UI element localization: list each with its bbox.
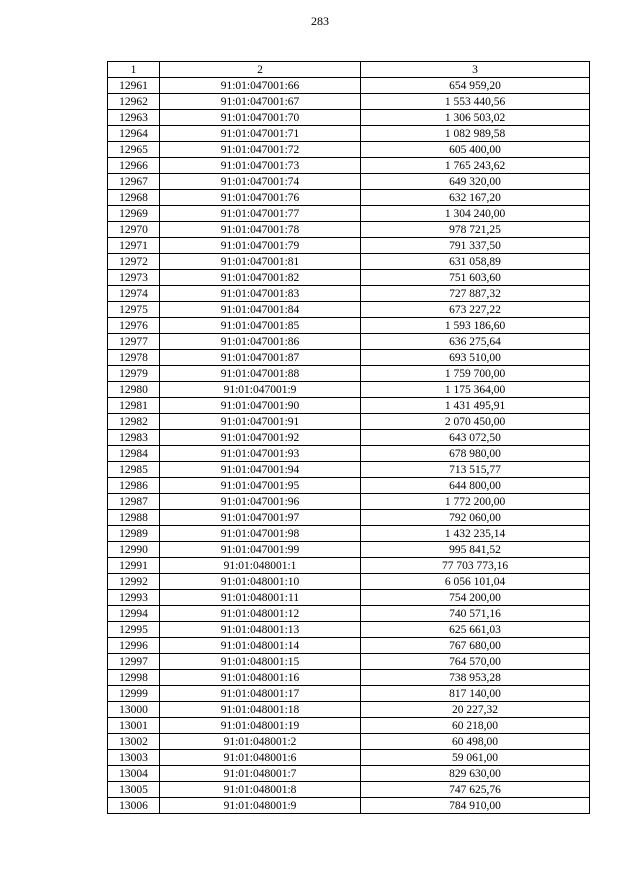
cadastral-value-cell: 1 553 440,56 <box>361 94 590 110</box>
cadastral-value-cell: 829 630,00 <box>361 766 590 782</box>
table-row <box>108 494 590 510</box>
table-row <box>108 702 590 718</box>
cadastral-value-cell: 625 661,03 <box>361 622 590 638</box>
cadastral-value-cell: 60 498,00 <box>361 734 590 750</box>
row-number-cell: 12977 <box>108 334 160 350</box>
table-row <box>108 238 590 254</box>
cadastral-number-cell: 91:01:047001:78 <box>160 222 361 238</box>
table-row <box>108 222 590 238</box>
column-header-1: 1 <box>108 62 160 78</box>
cadastral-number-cell: 91:01:047001:97 <box>160 510 361 526</box>
cadastral-value-cell: 1 304 240,00 <box>361 206 590 222</box>
cadastral-number-cell: 91:01:048001:13 <box>160 622 361 638</box>
row-number-cell: 12992 <box>108 574 160 590</box>
table-row <box>108 526 590 542</box>
cadastral-value-cell: 784 910,00 <box>361 798 590 814</box>
cadastral-number-cell: 91:01:047001:99 <box>160 542 361 558</box>
cadastral-number-cell: 91:01:047001:88 <box>160 366 361 382</box>
row-number-cell: 13005 <box>108 782 160 798</box>
cadastral-value-cell: 649 320,00 <box>361 174 590 190</box>
cadastral-value-cell: 1 765 243,62 <box>361 158 590 174</box>
cadastral-value-cell: 747 625,76 <box>361 782 590 798</box>
row-number-cell: 12973 <box>108 270 160 286</box>
row-number-cell: 12999 <box>108 686 160 702</box>
cadastral-number-cell: 91:01:047001:70 <box>160 110 361 126</box>
cadastral-value-cell: 1 082 989,58 <box>361 126 590 142</box>
row-number-cell: 12974 <box>108 286 160 302</box>
cadastral-number-cell: 91:01:048001:7 <box>160 766 361 782</box>
table-row <box>108 142 590 158</box>
cadastral-value-cell: 727 887,32 <box>361 286 590 302</box>
table-row <box>108 622 590 638</box>
cadastral-number-cell: 91:01:047001:71 <box>160 126 361 142</box>
row-number-cell: 12969 <box>108 206 160 222</box>
row-number-cell: 13000 <box>108 702 160 718</box>
cadastral-value-cell: 817 140,00 <box>361 686 590 702</box>
table-row <box>108 414 590 430</box>
row-number-cell: 12978 <box>108 350 160 366</box>
row-number-cell: 12995 <box>108 622 160 638</box>
table-row <box>108 254 590 270</box>
cadastral-value-cell: 1 175 364,00 <box>361 382 590 398</box>
cadastral-number-cell: 91:01:047001:98 <box>160 526 361 542</box>
table-row <box>108 286 590 302</box>
cadastral-value-cell: 631 058,89 <box>361 254 590 270</box>
table-row <box>108 334 590 350</box>
row-number-cell: 12997 <box>108 654 160 670</box>
table-row <box>108 718 590 734</box>
table-row <box>108 670 590 686</box>
table-row <box>108 350 590 366</box>
row-number-cell: 12972 <box>108 254 160 270</box>
cadastral-number-cell: 91:01:048001:12 <box>160 606 361 622</box>
row-number-cell: 12982 <box>108 414 160 430</box>
row-number-cell: 12990 <box>108 542 160 558</box>
cadastral-value-cell: 605 400,00 <box>361 142 590 158</box>
table-header <box>108 62 590 78</box>
cadastral-number-cell: 91:01:048001:9 <box>160 798 361 814</box>
table-row <box>108 398 590 414</box>
row-number-cell: 12979 <box>108 366 160 382</box>
table-row <box>108 270 590 286</box>
cadastral-number-cell: 91:01:047001:84 <box>160 302 361 318</box>
cadastral-value-cell: 1 306 503,02 <box>361 110 590 126</box>
row-number-cell: 13004 <box>108 766 160 782</box>
cadastral-number-cell: 91:01:047001:93 <box>160 446 361 462</box>
row-number-cell: 12966 <box>108 158 160 174</box>
cadastral-number-cell: 91:01:048001:8 <box>160 782 361 798</box>
cadastral-value-cell: 792 060,00 <box>361 510 590 526</box>
row-number-cell: 12970 <box>108 222 160 238</box>
cadastral-number-cell: 91:01:048001:14 <box>160 638 361 654</box>
table-row <box>108 654 590 670</box>
table-row <box>108 798 590 814</box>
row-number-cell: 12961 <box>108 78 160 94</box>
table-row <box>108 542 590 558</box>
table-row <box>108 158 590 174</box>
cadastral-value-cell: 1 431 495,91 <box>361 398 590 414</box>
cadastral-value-cell: 20 227,32 <box>361 702 590 718</box>
cadastral-value-cell: 60 218,00 <box>361 718 590 734</box>
table-row <box>108 318 590 334</box>
cadastral-value-cell: 636 275,64 <box>361 334 590 350</box>
row-number-cell: 12964 <box>108 126 160 142</box>
table-row <box>108 366 590 382</box>
row-number-cell: 12998 <box>108 670 160 686</box>
cadastral-number-cell: 91:01:048001:17 <box>160 686 361 702</box>
cadastral-number-cell: 91:01:048001:16 <box>160 670 361 686</box>
column-header-2: 2 <box>160 62 361 78</box>
row-number-cell: 13006 <box>108 798 160 814</box>
cadastral-number-cell: 91:01:047001:81 <box>160 254 361 270</box>
table-row <box>108 462 590 478</box>
cadastral-value-cell: 643 072,50 <box>361 430 590 446</box>
table-row <box>108 750 590 766</box>
row-number-cell: 12975 <box>108 302 160 318</box>
cadastral-number-cell: 91:01:047001:82 <box>160 270 361 286</box>
cadastral-value-cell: 673 227,22 <box>361 302 590 318</box>
table-row <box>108 126 590 142</box>
table-row <box>108 638 590 654</box>
cadastral-value-cell: 59 061,00 <box>361 750 590 766</box>
cadastral-number-cell: 91:01:047001:92 <box>160 430 361 446</box>
row-number-cell: 13001 <box>108 718 160 734</box>
cadastral-number-cell: 91:01:047001:91 <box>160 414 361 430</box>
cadastral-value-cell: 1 772 200,00 <box>361 494 590 510</box>
cadastral-number-cell: 91:01:048001:6 <box>160 750 361 766</box>
table-row <box>108 782 590 798</box>
column-header-3: 3 <box>361 62 590 78</box>
cadastral-value-cell: 738 953,28 <box>361 670 590 686</box>
table-row <box>108 574 590 590</box>
cadastral-value-cell: 77 703 773,16 <box>361 558 590 574</box>
cadastral-number-cell: 91:01:047001:90 <box>160 398 361 414</box>
cadastral-number-cell: 91:01:047001:79 <box>160 238 361 254</box>
table-row <box>108 190 590 206</box>
row-number-cell: 12986 <box>108 478 160 494</box>
row-number-cell: 13003 <box>108 750 160 766</box>
row-number-cell: 12980 <box>108 382 160 398</box>
table-row <box>108 430 590 446</box>
cadastral-value-cell: 644 800,00 <box>361 478 590 494</box>
table-row <box>108 302 590 318</box>
cadastral-value-cell: 693 510,00 <box>361 350 590 366</box>
row-number-cell: 13002 <box>108 734 160 750</box>
row-number-cell: 12993 <box>108 590 160 606</box>
table-row <box>108 446 590 462</box>
cadastral-number-cell: 91:01:048001:10 <box>160 574 361 590</box>
cadastral-number-cell: 91:01:047001:74 <box>160 174 361 190</box>
row-number-cell: 12968 <box>108 190 160 206</box>
cadastral-value-cell: 713 515,77 <box>361 462 590 478</box>
row-number-cell: 12971 <box>108 238 160 254</box>
cadastral-value-cell: 2 070 450,00 <box>361 414 590 430</box>
page-number: 283 <box>311 14 329 28</box>
row-number-cell: 12963 <box>108 110 160 126</box>
table-row <box>108 78 590 94</box>
cadastral-number-cell: 91:01:048001:2 <box>160 734 361 750</box>
cadastral-value-cell: 791 337,50 <box>361 238 590 254</box>
cadastral-number-cell: 91:01:047001:67 <box>160 94 361 110</box>
cadastral-value-cell: 978 721,25 <box>361 222 590 238</box>
table-row <box>108 766 590 782</box>
table-header-row <box>108 62 590 78</box>
cadastral-value-cell: 678 980,00 <box>361 446 590 462</box>
table-row <box>108 110 590 126</box>
row-number-cell: 12981 <box>108 398 160 414</box>
cadastral-number-cell: 91:01:047001:9 <box>160 382 361 398</box>
cadastral-number-cell: 91:01:048001:1 <box>160 558 361 574</box>
row-number-cell: 12976 <box>108 318 160 334</box>
cadastral-number-cell: 91:01:048001:11 <box>160 590 361 606</box>
cadastral-number-cell: 91:01:047001:66 <box>160 78 361 94</box>
table-row <box>108 478 590 494</box>
cadastral-number-cell: 91:01:047001:73 <box>160 158 361 174</box>
table-row <box>108 174 590 190</box>
cadastral-number-cell: 91:01:048001:18 <box>160 702 361 718</box>
cadastral-value-cell: 6 056 101,04 <box>361 574 590 590</box>
cadastral-value-cell: 754 200,00 <box>361 590 590 606</box>
cadastral-value-cell: 632 167,20 <box>361 190 590 206</box>
row-number-cell: 12965 <box>108 142 160 158</box>
cadastral-number-cell: 91:01:047001:76 <box>160 190 361 206</box>
row-number-cell: 12984 <box>108 446 160 462</box>
row-number-cell: 12987 <box>108 494 160 510</box>
table-row <box>108 94 590 110</box>
cadastral-value-cell: 751 603,60 <box>361 270 590 286</box>
table-row <box>108 510 590 526</box>
row-number-cell: 12967 <box>108 174 160 190</box>
cadastral-number-cell: 91:01:047001:83 <box>160 286 361 302</box>
table-row <box>108 606 590 622</box>
row-number-cell: 12988 <box>108 510 160 526</box>
row-number-cell: 12983 <box>108 430 160 446</box>
cadastral-number-cell: 91:01:047001:86 <box>160 334 361 350</box>
table-body <box>108 78 590 814</box>
row-number-cell: 12991 <box>108 558 160 574</box>
table-row <box>108 590 590 606</box>
cadastral-value-cell: 995 841,52 <box>361 542 590 558</box>
cadastral-value-cell: 767 680,00 <box>361 638 590 654</box>
row-number-cell: 12985 <box>108 462 160 478</box>
row-number-cell: 12994 <box>108 606 160 622</box>
table-row <box>108 382 590 398</box>
table-row <box>108 734 590 750</box>
cadastral-number-cell: 91:01:047001:85 <box>160 318 361 334</box>
row-number-cell: 12996 <box>108 638 160 654</box>
cadastral-number-cell: 91:01:047001:77 <box>160 206 361 222</box>
table-row <box>108 558 590 574</box>
cadastral-value-cell: 1 432 235,14 <box>361 526 590 542</box>
cadastral-value-cell: 654 959,20 <box>361 78 590 94</box>
cadastral-number-cell: 91:01:047001:87 <box>160 350 361 366</box>
cadastral-value-table <box>107 61 590 814</box>
cadastral-value-cell: 740 571,16 <box>361 606 590 622</box>
cadastral-value-cell: 1 593 186,60 <box>361 318 590 334</box>
row-number-cell: 12989 <box>108 526 160 542</box>
row-number-cell: 12962 <box>108 94 160 110</box>
cadastral-number-cell: 91:01:047001:96 <box>160 494 361 510</box>
table-row <box>108 206 590 222</box>
cadastral-number-cell: 91:01:047001:72 <box>160 142 361 158</box>
cadastral-value-cell: 1 759 700,00 <box>361 366 590 382</box>
cadastral-number-cell: 91:01:047001:94 <box>160 462 361 478</box>
cadastral-value-cell: 764 570,00 <box>361 654 590 670</box>
cadastral-number-cell: 91:01:048001:15 <box>160 654 361 670</box>
table-row <box>108 686 590 702</box>
cadastral-number-cell: 91:01:047001:95 <box>160 478 361 494</box>
cadastral-number-cell: 91:01:048001:19 <box>160 718 361 734</box>
